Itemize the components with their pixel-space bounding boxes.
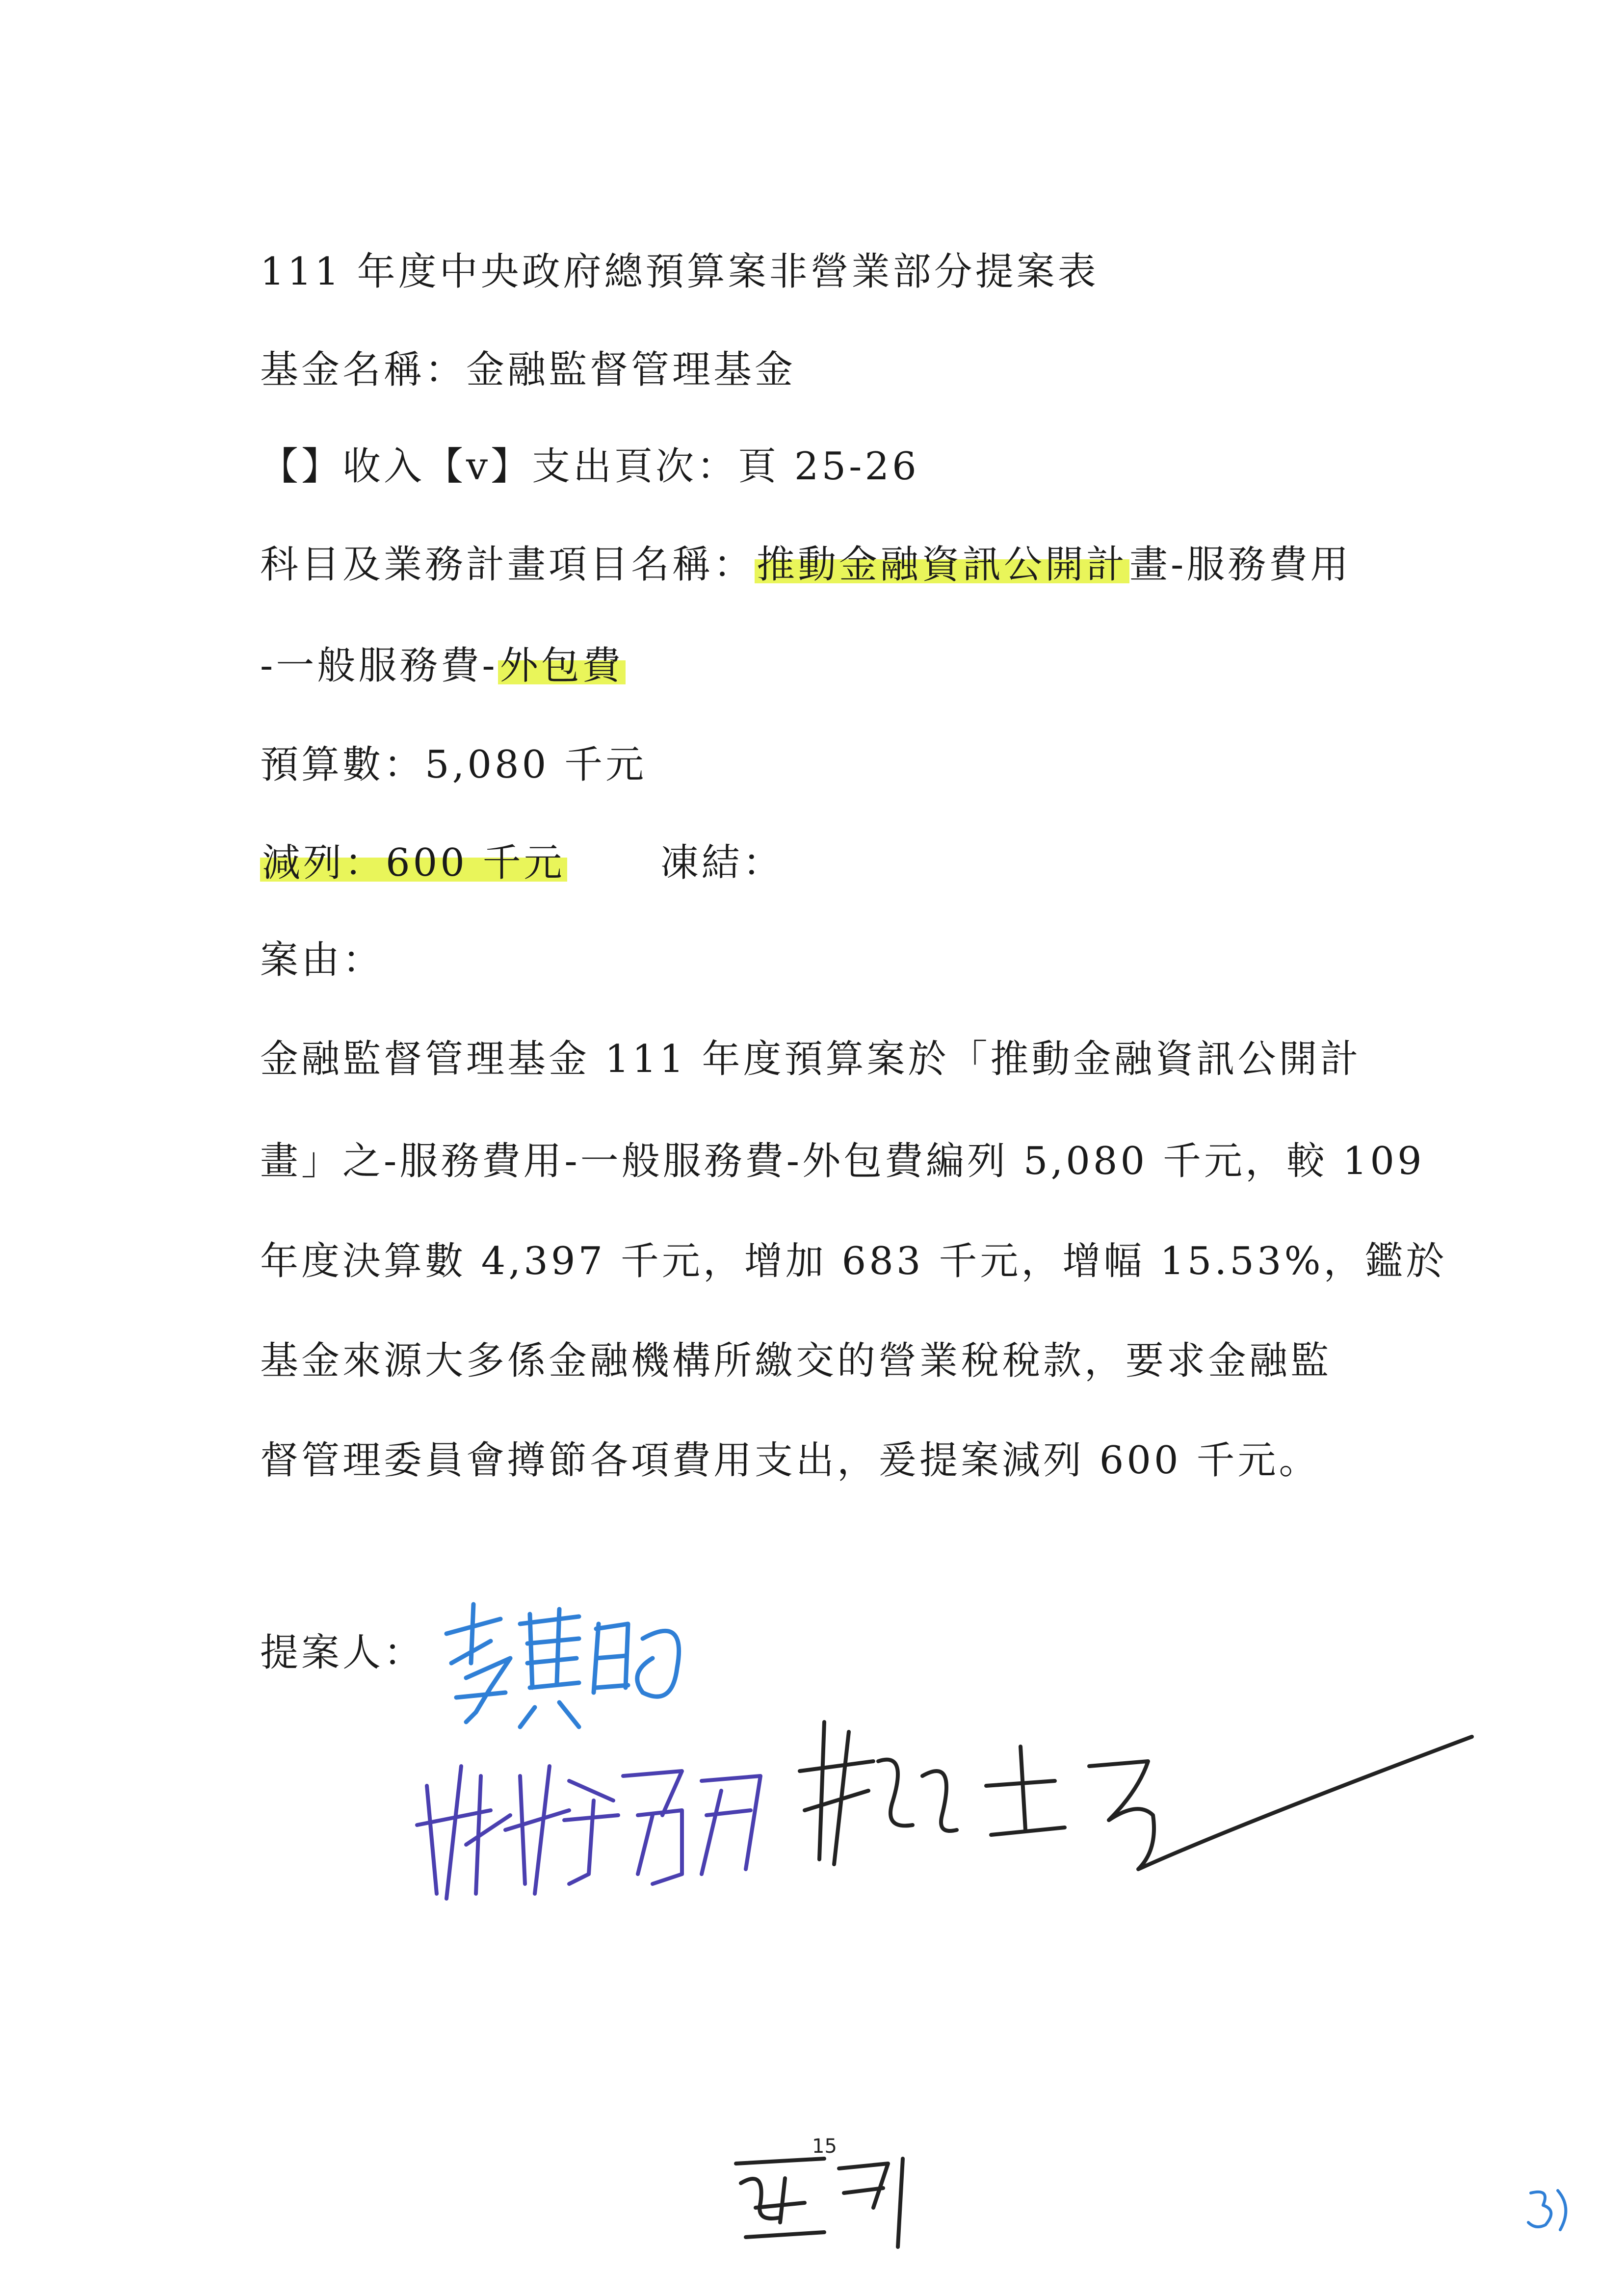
- signature-purple: [407, 1747, 780, 1908]
- page-number: 15: [812, 2135, 837, 2158]
- reason-line-5: 督管理委員會撙節各項費用支出，爰提案減列 600 千元。: [260, 1438, 1320, 1483]
- fund-name-line: [260, 348, 796, 392]
- cut-freeze-line: [260, 841, 784, 885]
- proposer-label: 提案人：: [260, 1631, 425, 1675]
- document-title: 111 年度中央政府總預算案非營業部分提案表: [260, 250, 1099, 294]
- item-label: 科目及業務計畫項目名稱：: [260, 543, 755, 587]
- reason-line-2: 畫」之-服務費用-一般服務費-外包費編列 5,080 千元，較 109: [260, 1139, 1425, 1183]
- reason-line-4: 基金來源大多係金融機構所繳交的營業稅稅款，要求金融監: [260, 1339, 1332, 1383]
- reason-line-3: 年度決算數 4,397 千元，增加 683 千元，增幅 15.53%，鑑於: [260, 1239, 1447, 1283]
- item-name-line-2: [260, 644, 626, 688]
- item-highlight-1: 推動金融資訊公開計: [755, 543, 1129, 587]
- fund-label: 基金名稱：: [260, 348, 467, 392]
- reason-line-1: 金融監督管理基金 111 年度預算案於「推動金融資訊公開計: [260, 1037, 1362, 1081]
- cut-amount: 減列：600 千元: [260, 841, 567, 885]
- fund-value: 金融監督管理基金: [466, 348, 796, 392]
- item-text-1: 畫-服務費用: [1129, 543, 1352, 587]
- freeze-label: 凍結：: [660, 841, 784, 885]
- signature-blue: [432, 1594, 687, 1742]
- signature-bottom: [726, 2149, 922, 2262]
- budget-line: 預算數：5,080 千元: [260, 743, 647, 787]
- corner-handwritten-note: [1523, 2183, 1577, 2237]
- reason-label: 案由：: [260, 938, 384, 982]
- item-text-2: -一般服務費-: [260, 644, 498, 688]
- income-expense-page-line: 【】收入【v】支出頁次：頁 25-26: [260, 444, 919, 489]
- item-name-line: [260, 543, 1352, 587]
- signature-black: [795, 1702, 1482, 1908]
- item-highlight-2: 外包費: [498, 644, 626, 688]
